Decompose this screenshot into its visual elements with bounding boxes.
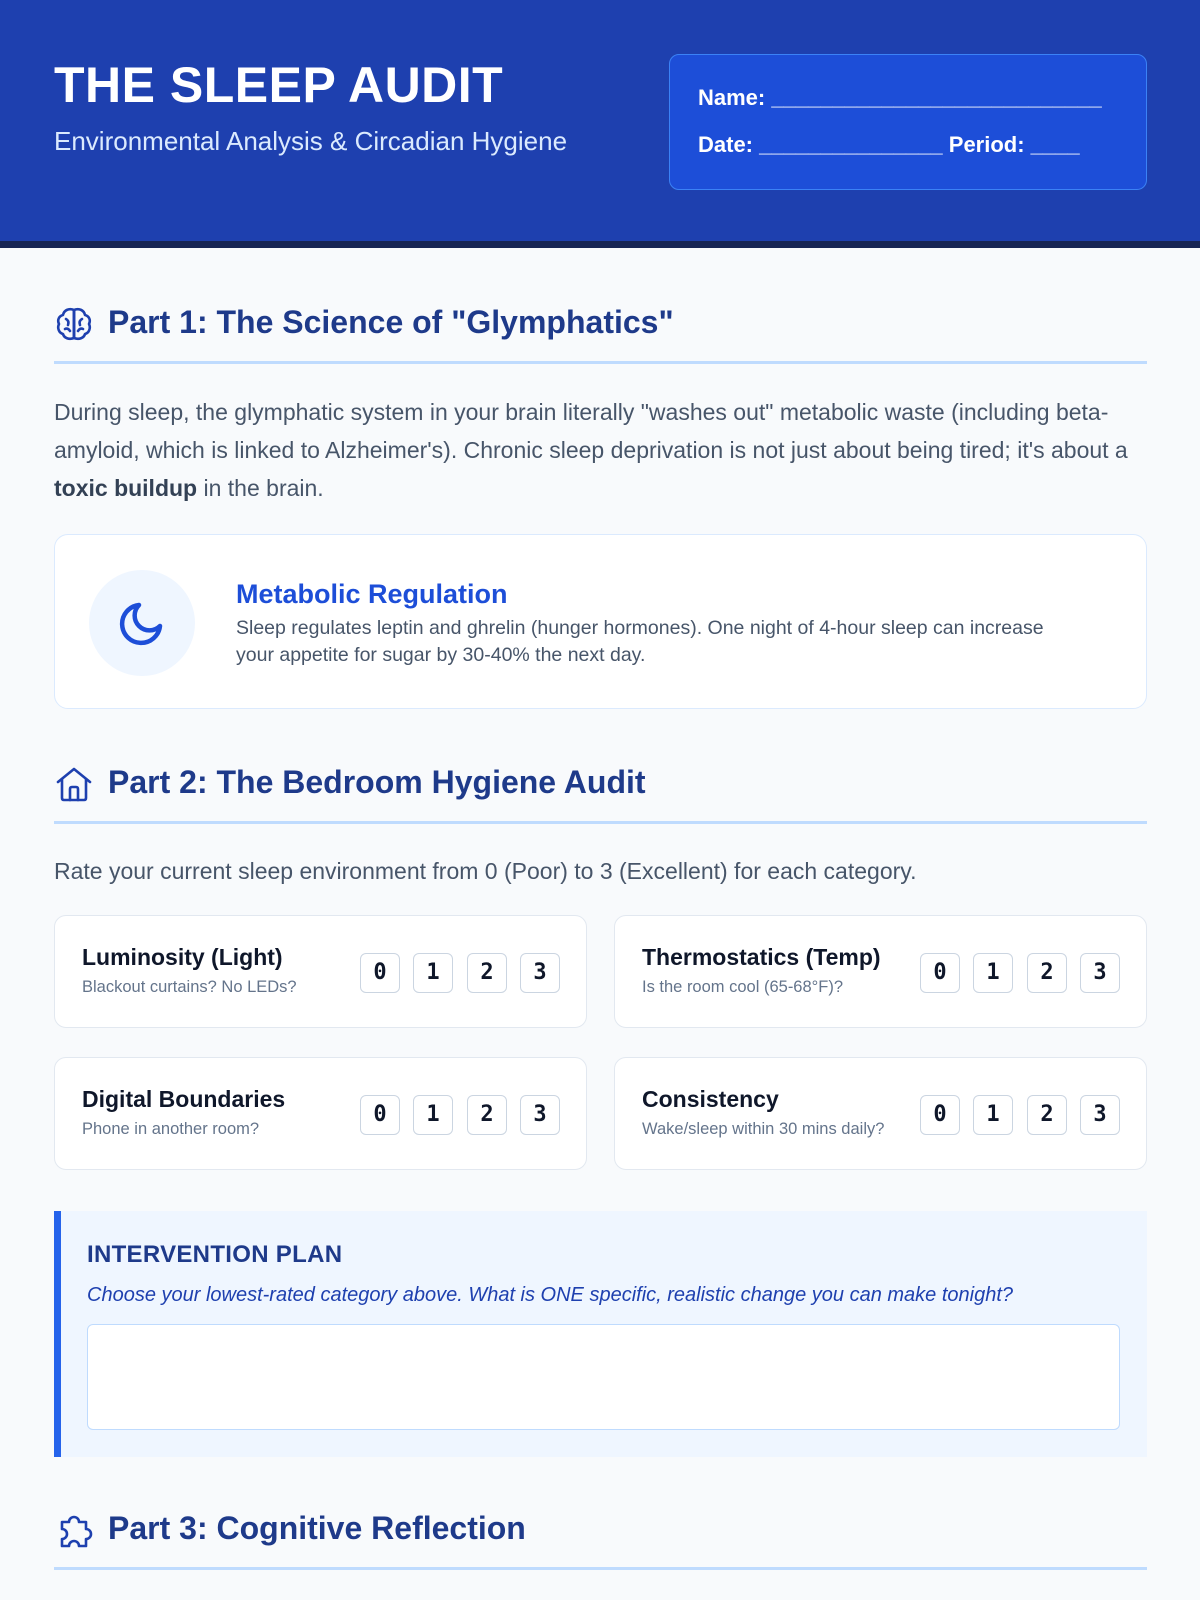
score-option-2[interactable]: 2 [467, 953, 507, 993]
category-hint: Wake/sleep within 30 mins daily? [642, 1120, 885, 1138]
score-option-0[interactable]: 0 [360, 1095, 400, 1135]
score-option-3[interactable]: 3 [1080, 953, 1120, 993]
page-title: THE SLEEP AUDIT [54, 57, 504, 113]
score-option-1[interactable]: 1 [973, 1095, 1013, 1135]
score-option-1[interactable]: 1 [413, 1095, 453, 1135]
date-period-field[interactable]: Date: _______________ Period: ____ [698, 132, 1080, 157]
metabolic-regulation-card [54, 534, 1147, 709]
score-option-2[interactable]: 2 [1027, 953, 1067, 993]
puzzle-icon [54, 1510, 94, 1550]
moon-icon-badge [89, 570, 195, 676]
worksheet-header [0, 0, 1200, 248]
student-info-box [669, 54, 1147, 190]
brain-icon [54, 304, 94, 344]
card-text: Sleep regulates leptin and ghrelin (hunger hormones). One night of 4-hour sleep can increase your appetite for sugar by 30-40% the next day. [236, 617, 1044, 666]
category-hint: Blackout curtains? No LEDs? [82, 978, 297, 996]
category-name: Consistency [642, 1086, 779, 1112]
intervention-answer-field[interactable] [87, 1324, 1120, 1430]
part2-heading [54, 764, 1147, 824]
part1-heading [54, 304, 1147, 364]
score-option-3[interactable]: 3 [520, 1095, 560, 1135]
rating-card-thermostatics [614, 915, 1147, 1028]
intervention-title: INTERVENTION PLAN [87, 1241, 343, 1268]
part2-instructions: Rate your current sleep environment from 0 (Poor) to 3 (Excellent) for each category. [54, 858, 917, 884]
home-icon [54, 764, 94, 804]
score-option-1[interactable]: 1 [973, 953, 1013, 993]
score-option-3[interactable]: 3 [1080, 1095, 1120, 1135]
part3-heading [54, 1510, 1147, 1570]
rating-card-digital-boundaries [54, 1057, 587, 1170]
part3-title: Part 3: Cognitive Reflection [108, 1510, 526, 1546]
intervention-plan [54, 1211, 1147, 1457]
emphasis-text: toxic buildup [54, 475, 198, 501]
part1-paragraph: During sleep, the glymphatic system in your brain literally "washes out" metabolic waste (including beta-amyloid, which is linked to Alzheimer's). Chronic sleep deprivation is not just about being tired; it's about a toxic buildup in the brain. [54, 399, 1128, 501]
score-option-2[interactable]: 2 [467, 1095, 507, 1135]
score-option-1[interactable]: 1 [413, 953, 453, 993]
intervention-prompt: Choose your lowest-rated category above. What is ONE specific, realistic change you can make tonight? [87, 1284, 1014, 1306]
category-hint: Is the room cool (65-68°F)? [642, 978, 844, 996]
category-name: Digital Boundaries [82, 1086, 286, 1112]
score-option-0[interactable]: 0 [360, 953, 400, 993]
category-name: Thermostatics (Temp) [642, 944, 881, 970]
rating-card-consistency [614, 1057, 1147, 1170]
rating-card-luminosity [54, 915, 587, 1028]
name-field[interactable]: Name: ___________________________ [698, 85, 1102, 110]
score-option-0[interactable]: 0 [920, 1095, 960, 1135]
part2-title: Part 2: The Bedroom Hygiene Audit [108, 764, 646, 800]
score-option-2[interactable]: 2 [1027, 1095, 1067, 1135]
score-option-0[interactable]: 0 [920, 953, 960, 993]
page-subtitle: Environmental Analysis & Circadian Hygiene [54, 126, 568, 156]
score-option-3[interactable]: 3 [520, 953, 560, 993]
moon-icon [114, 595, 170, 651]
category-name: Luminosity (Light) [82, 944, 283, 970]
part1-title: Part 1: The Science of "Glymphatics" [108, 304, 674, 340]
card-title: Metabolic Regulation [236, 579, 508, 609]
category-hint: Phone in another room? [82, 1120, 260, 1138]
